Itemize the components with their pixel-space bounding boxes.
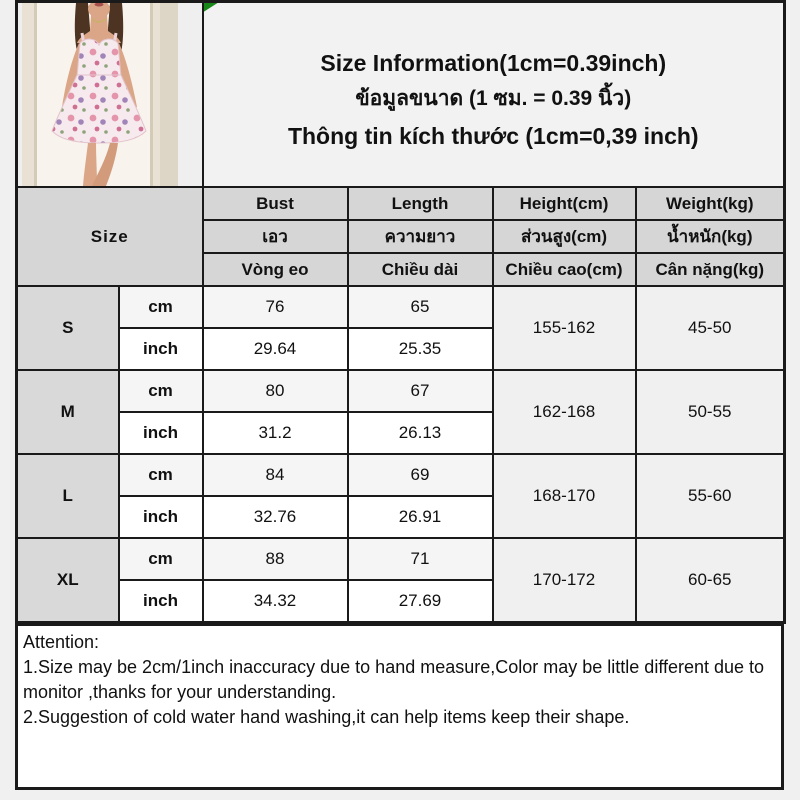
length-cm-m: 67 xyxy=(348,370,493,412)
table-row-l xyxy=(17,454,785,496)
unit-inch-xl: inch xyxy=(119,580,203,622)
height-m: 162-168 xyxy=(493,370,636,454)
length-cm-xl: 71 xyxy=(348,538,493,580)
title-thai: ข้อมูลขนาด (1 ซม. = 0.39 นิ้ว) xyxy=(355,87,632,111)
bust-inch-m: 31.2 xyxy=(203,412,348,454)
attention-heading: Attention: xyxy=(23,631,100,652)
col-header-length-en: Length xyxy=(348,187,493,220)
bust-cm-s: 76 xyxy=(203,286,348,328)
col-header-bust-en: Bust xyxy=(203,187,348,220)
col-header-height-vi: Chiều cao(cm) xyxy=(493,253,636,286)
bust-cm-m: 80 xyxy=(203,370,348,412)
unit-inch-m: inch xyxy=(119,412,203,454)
col-header-height-en: Height(cm) xyxy=(493,187,636,220)
attention-notes xyxy=(15,624,784,790)
unit-cm-s: cm xyxy=(119,286,203,328)
weight-s: 45-50 xyxy=(636,286,785,370)
bust-inch-l: 32.76 xyxy=(203,496,348,538)
bust-inch-xl: 34.32 xyxy=(203,580,348,622)
col-header-bust-vi: Vòng eo xyxy=(203,253,348,286)
col-header-bust-th: เอว xyxy=(203,220,348,253)
length-inch-s: 25.35 xyxy=(348,328,493,370)
size-label-s: S xyxy=(17,286,119,370)
height-s: 155-162 xyxy=(493,286,636,370)
unit-cm-m: cm xyxy=(119,370,203,412)
weight-m: 50-55 xyxy=(636,370,785,454)
weight-xl: 60-65 xyxy=(636,538,785,622)
table-row-m xyxy=(17,370,785,412)
length-inch-xl: 27.69 xyxy=(348,580,493,622)
length-inch-m: 26.13 xyxy=(348,412,493,454)
bust-cm-xl: 88 xyxy=(203,538,348,580)
col-header-weight-en: Weight(kg) xyxy=(636,187,785,220)
bust-cm-l: 84 xyxy=(203,454,348,496)
length-cm-s: 65 xyxy=(348,286,493,328)
title-english: Size Information(1cm=0.39inch) xyxy=(320,50,667,77)
height-l: 168-170 xyxy=(493,454,636,538)
size-label-m: M xyxy=(17,370,119,454)
unit-cm-xl: cm xyxy=(119,538,203,580)
col-header-weight-th: น้ำหนัก(kg) xyxy=(636,220,785,253)
size-corner-label: Size xyxy=(17,187,203,286)
dress-bodice xyxy=(77,39,121,77)
attention-note-1: 1.Size may be 2cm/1inch inaccuracy due to hand measure,Color may be little different due to monitor ,thanks for your understanding. xyxy=(23,656,765,702)
attention-note-2: 2.Suggestion of cold water hand washing,it can help items keep their shape. xyxy=(23,706,630,727)
unit-inch-s: inch xyxy=(119,328,203,370)
col-header-weight-vi: Cân nặng(kg) xyxy=(636,253,785,286)
size-info-title-cell xyxy=(203,2,785,188)
weight-l: 55-60 xyxy=(636,454,785,538)
product-photo xyxy=(22,3,178,186)
length-inch-l: 26.91 xyxy=(348,496,493,538)
unit-inch-l: inch xyxy=(119,496,203,538)
product-photo-cell xyxy=(17,2,203,188)
col-header-length-vi: Chiều dài xyxy=(348,253,493,286)
size-label-l: L xyxy=(17,454,119,538)
col-header-height-th: ส่วนสูง(cm) xyxy=(493,220,636,253)
length-cm-l: 69 xyxy=(348,454,493,496)
unit-cm-l: cm xyxy=(119,454,203,496)
size-info-sheet xyxy=(15,0,784,790)
size-label-xl: XL xyxy=(17,538,119,622)
green-corner-marker xyxy=(204,3,218,12)
col-header-length-th: ความยาว xyxy=(348,220,493,253)
table-row-s xyxy=(17,286,785,328)
bust-inch-s: 29.64 xyxy=(203,328,348,370)
table-row-xl xyxy=(17,538,785,580)
height-xl: 170-172 xyxy=(493,538,636,622)
title-vietnamese: Thông tin kích thước (1cm=0,39 inch) xyxy=(287,122,699,149)
size-chart-table xyxy=(15,0,786,624)
